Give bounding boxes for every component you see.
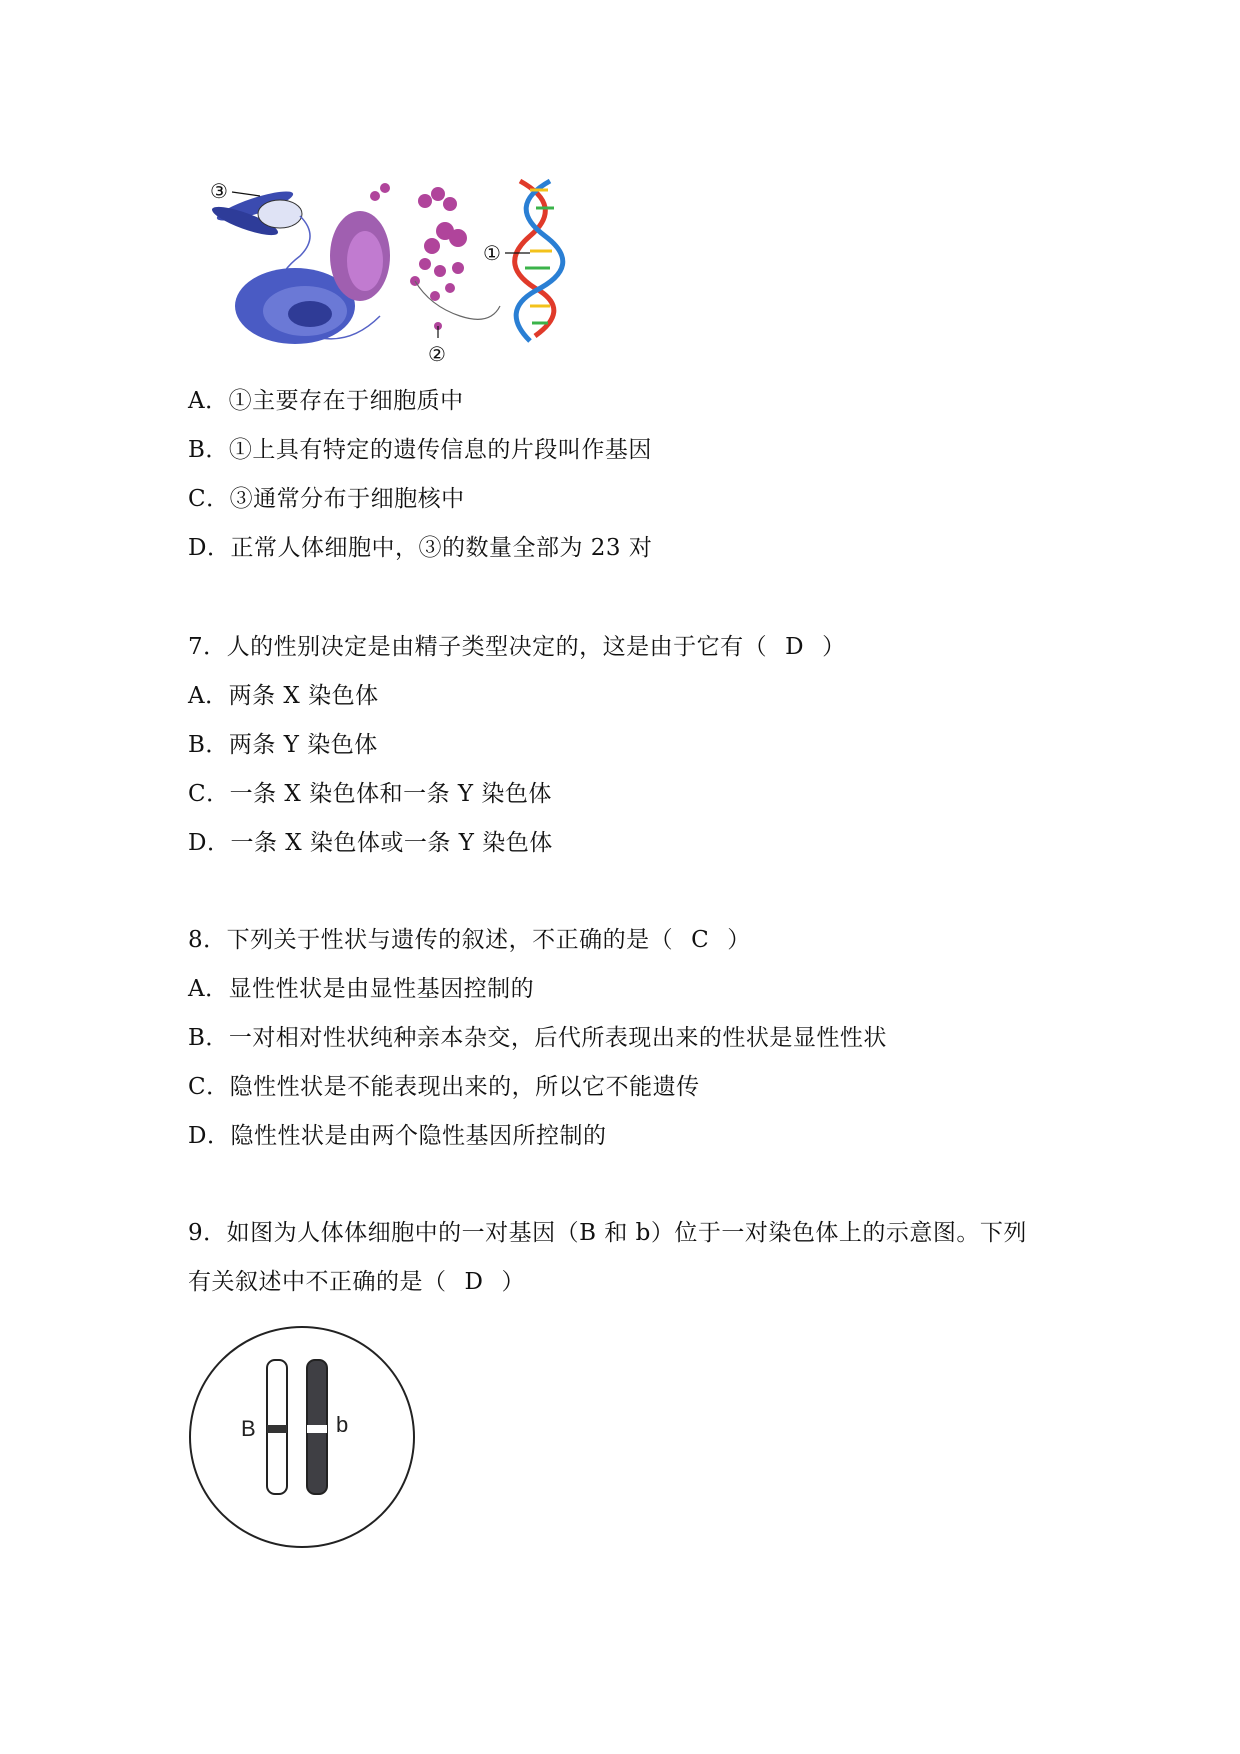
label-2: ② xyxy=(428,342,446,366)
q7-option-c: C．一条 X 染色体和一条 Y 染色体 xyxy=(188,781,552,807)
q8-option-b: B．一对相对性状纯种亲本杂交，后代所表现出来的性状是显性性状 xyxy=(188,1025,887,1051)
q8-stem-text: 8．下列关于性状与遗传的叙述，不正确的是（ xyxy=(188,927,674,953)
q6-option-a: A．①主要存在于细胞质中 xyxy=(188,388,464,414)
q7-option-b: B．两条 Y 染色体 xyxy=(188,732,378,758)
label-B: B xyxy=(241,1416,256,1441)
q9-close: ） xyxy=(501,1269,525,1295)
q8-close: ） xyxy=(727,927,751,953)
q8-answer: C xyxy=(691,927,710,953)
q6-option-d: D．正常人体细胞中，③的数量全部为 23 对 xyxy=(188,535,653,561)
q6-option-c: C．③通常分布于细胞核中 xyxy=(188,486,465,512)
chromosome-dna-diagram xyxy=(200,176,610,366)
label-1: ① xyxy=(483,241,501,265)
cell-outline xyxy=(190,1327,414,1547)
q7-option-d: D．一条 X 染色体或一条 Y 染色体 xyxy=(188,830,553,856)
q8-option-c: C．隐性性状是不能表现出来的，所以它不能遗传 xyxy=(188,1074,700,1100)
label-3: ③ xyxy=(210,179,228,203)
q9-answer: D xyxy=(464,1269,484,1295)
label-b: b xyxy=(336,1412,349,1437)
dna-helix xyxy=(515,181,563,341)
q7-option-a: A．两条 X 染色体 xyxy=(188,683,379,709)
gene-pair-diagram xyxy=(186,1322,418,1552)
q9-stem-line2 xyxy=(188,1267,525,1297)
q9-stem-text: 有关叙述中不正确的是（ xyxy=(188,1269,447,1295)
q7-answer: D xyxy=(785,634,805,660)
q8-option-a: A．显性性状是由显性基因控制的 xyxy=(188,976,535,1002)
q7-stem xyxy=(188,632,846,662)
q9-stem-line1: 9．如图为人体体细胞中的一对基因（B 和 b）位于一对染色体上的示意图。下列 xyxy=(188,1220,1027,1246)
gene-band-b xyxy=(307,1425,327,1433)
q7-stem-text: 7．人的性别决定是由精子类型决定的，这是由于它有（ xyxy=(188,634,768,660)
q8-option-d: D．隐性性状是由两个隐性基因所控制的 xyxy=(188,1123,607,1149)
q6-option-b: B．①上具有特定的遗传信息的片段叫作基因 xyxy=(188,437,652,463)
gene-band-B xyxy=(267,1425,287,1433)
q8-stem xyxy=(188,925,751,955)
q7-close: ） xyxy=(822,634,846,660)
